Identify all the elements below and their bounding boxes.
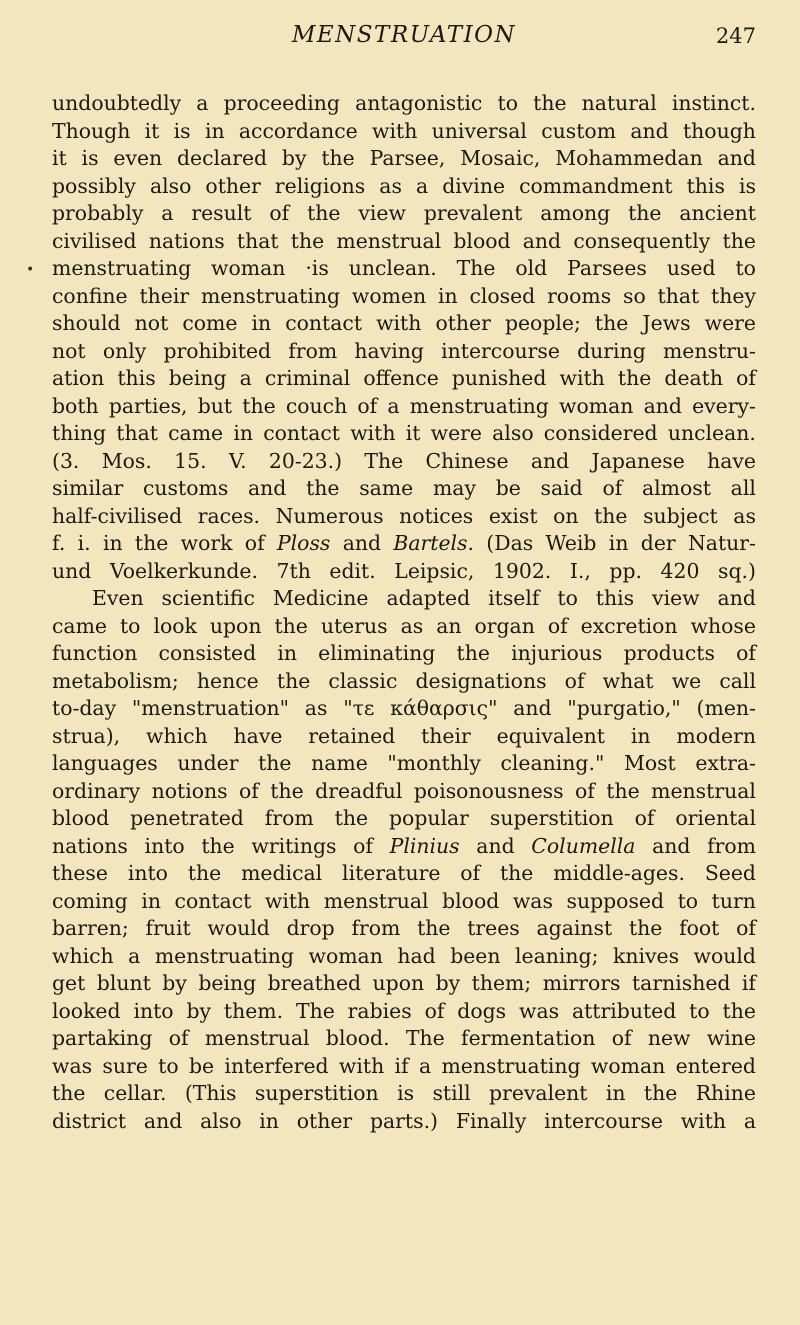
body-text	[52, 90, 756, 1135]
text-line: Even scientific Medicine adapted itself to this view and	[92, 586, 756, 610]
text-line: metabolism; hence the classic designations of what we call	[52, 668, 756, 693]
page-number: 247	[715, 24, 756, 48]
running-title: MENSTRUATION	[291, 22, 517, 48]
text-line: menstruating woman ·is unclean. The old Parsees used to	[52, 256, 756, 280]
running-head	[52, 22, 756, 62]
text-line: f. i. in the work of Ploss and Bartels. (Das Weib in der Natur-	[52, 531, 756, 555]
text-line: ation this being a criminal offence punished with the death of	[52, 366, 756, 390]
text-line: similar customs and the same may be said of almost all	[52, 476, 756, 500]
text-line: to-day "menstruation" as "τε κάθαρσις" and "purgatio," (men-	[52, 696, 756, 720]
text-line: which a menstruating woman had been leaning; knives would	[52, 943, 756, 968]
text-line: partaking of menstrual blood. The fermentation of new wine	[52, 1026, 756, 1050]
text-line: looked into by them. The rabies of dogs was attributed to the	[52, 998, 756, 1023]
text-line: it is even declared by the Parsee, Mosaic, Mohammedan and	[52, 146, 756, 170]
text-line: function consisted in eliminating the injurious products of	[52, 641, 756, 665]
margin-mark: •	[26, 262, 35, 278]
text-line: und Voelkerkunde. 7th edit. Leipsic, 1902. I., pp. 420 sq.)	[52, 558, 756, 583]
text-line: civilised nations that the menstrual blood and consequently the	[52, 228, 756, 253]
text-line: undoubtedly a proceeding antagonistic to the natural instinct.	[52, 91, 756, 115]
text-line: these into the medical literature of the middle-ages. Seed	[52, 861, 756, 885]
text-line: both parties, but the couch of a menstruating woman and every-	[52, 393, 756, 418]
text-line: barren; fruit would drop from the trees against the foot of	[52, 916, 756, 940]
text-line: coming in contact with menstrual blood was supposed to turn	[52, 888, 756, 913]
text-line: district and also in other parts.) Finally intercourse with a	[52, 1108, 756, 1133]
text-line: Though it is in accordance with universal custom and though	[52, 118, 756, 143]
text-line: probably a result of the view prevalent among the ancient	[52, 201, 756, 225]
text-line: possibly also other religions as a divine commandment this is	[52, 173, 756, 198]
text-line: nations into the writings of Plinius and Columella and from	[52, 833, 756, 858]
text-line: confine their menstruating women in closed rooms so that they	[52, 283, 756, 308]
text-line: the cellar. (This superstition is still prevalent in the Rhine	[52, 1081, 756, 1105]
text-line: came to look upon the uterus as an organ of excretion whose	[52, 613, 756, 638]
text-line: blood penetrated from the popular superstition of oriental	[52, 806, 756, 830]
text-line: strua), which have retained their equivalent in modern	[52, 723, 756, 748]
text-line: was sure to be interfered with if a menstruating woman entered	[52, 1053, 756, 1078]
text-line: languages under the name "monthly cleaning." Most extra-	[52, 751, 756, 775]
text-line: thing that came in contact with it were also considered unclean.	[52, 421, 756, 445]
text-line: get blunt by being breathed upon by them; mirrors tarnished if	[52, 971, 756, 995]
text-line: ordinary notions of the dreadful poisonousness of the menstrual	[52, 778, 756, 803]
text-line: should not come in contact with other people; the Jews were	[52, 311, 756, 335]
text-line: not only prohibited from having intercourse during menstru-	[52, 338, 756, 363]
text-line: half-civilised races. Numerous notices exist on the subject as	[52, 503, 756, 528]
text-line: (3. Mos. 15. V. 20-23.) The Chinese and Japanese have	[52, 448, 756, 473]
